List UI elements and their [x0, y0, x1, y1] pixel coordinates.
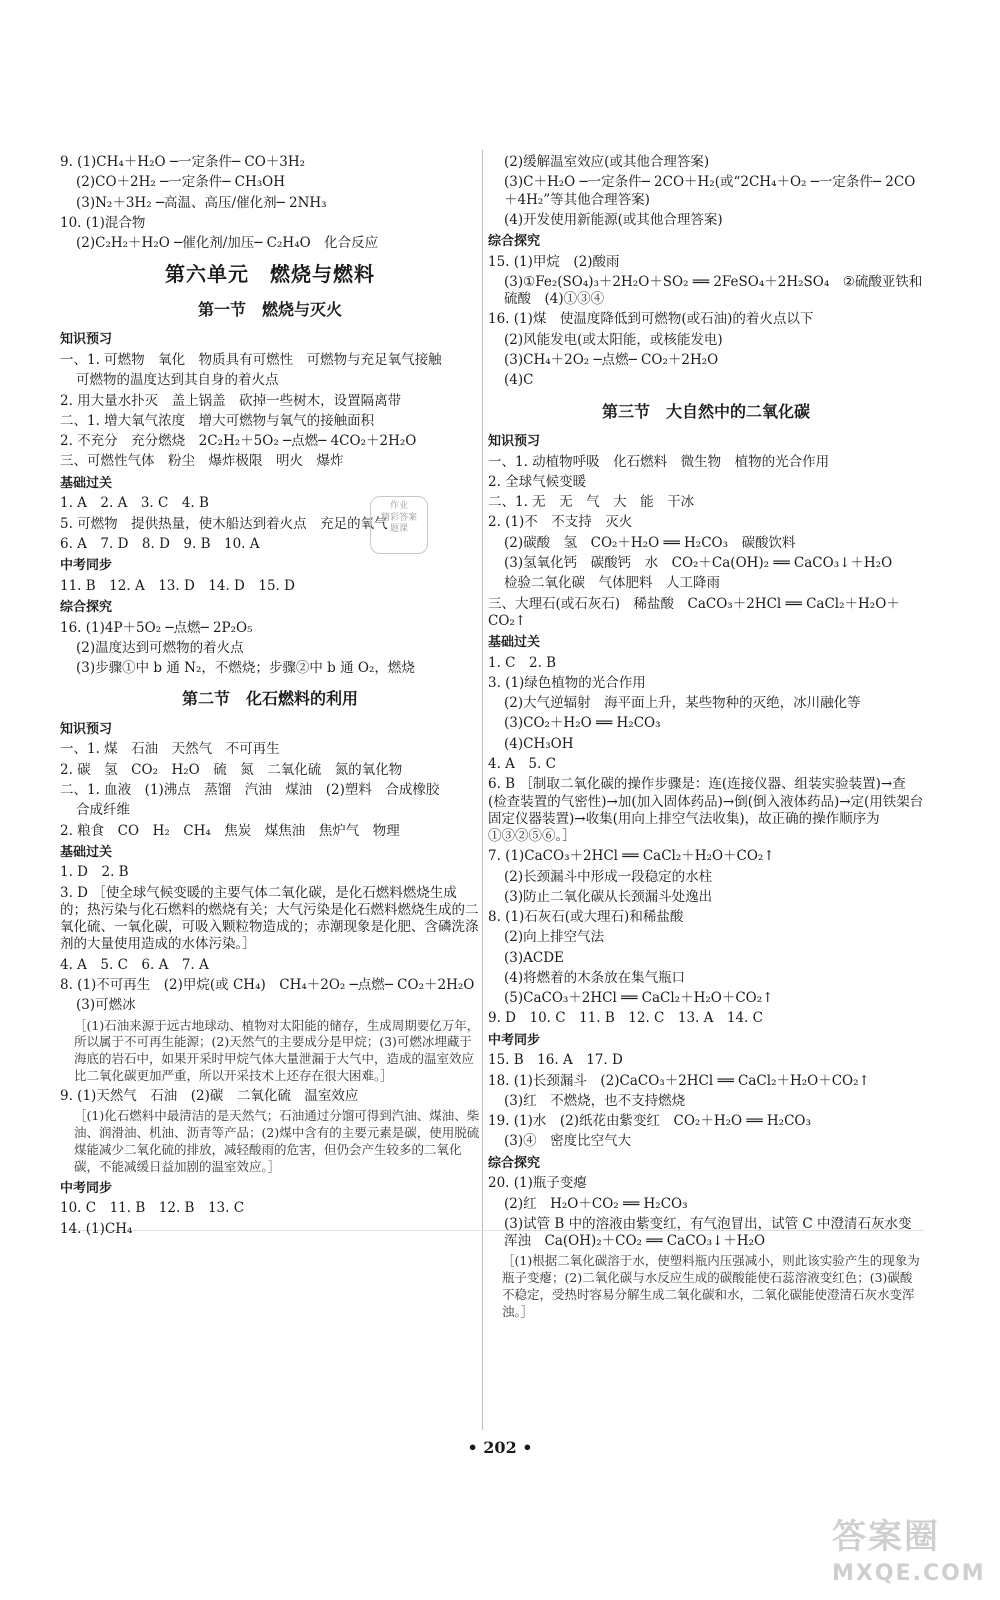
answer-line: 2. 不充分 充分燃烧 2C₂H₂＋5O₂ ─点燃─ 4CO₂＋2H₂O	[60, 433, 417, 450]
answer-line: 7. (1)CaCO₃＋2HCl ══ CaCl₂＋H₂O＋CO₂↑	[488, 848, 775, 865]
answer-line: 三、大理石(或石灰石) 稀盐酸 CaCO₃＋2HCl ══ CaCl₂＋H₂O＋CO₂↑	[488, 595, 900, 629]
answer-line: 19. (1)水 (2)纸花由紫变红 CO₂＋H₂O ══ H₂CO₃	[488, 1113, 811, 1130]
answer-line: (2)长颈漏斗中形成一段稳定的水柱	[504, 868, 713, 885]
answer-line: (3)①Fe₂(SO₄)₃＋2H₂O＋SO₂ ══ 2FeSO₄＋2H₂SO₄ ②硫酸亚铁和硫酸 (4)①③④	[504, 273, 923, 308]
answer-line: 15. (1)甲烷 (2)酸雨	[488, 253, 620, 270]
answer-line: 14. (1)CH₄	[60, 1220, 133, 1237]
section-title: 第三节 大自然中的二氧化碳	[601, 401, 810, 421]
answer-line: (4)开发使用新能源(或其他合理答案)	[504, 211, 723, 228]
answer-line: 8. (1)不可再生 (2)甲烷(或 CH₄) CH₄＋2O₂ ─点燃─ CO₂＋2H₂O	[60, 976, 475, 993]
section-title: 第一节 燃烧与灭火	[197, 299, 342, 319]
answer-line: (3)ACDE	[504, 949, 564, 966]
left-column	[60, 154, 480, 1241]
answer-line: 一、1. 动植物呼吸 化石燃料 微生物 植物的光合作用	[488, 453, 830, 470]
answer-line: 20. (1)瓶子变瘪	[488, 1175, 587, 1192]
answer-line: (2)风能发电(或太阳能，或核能发电)	[504, 331, 723, 348]
section-label: 中考同步	[60, 558, 113, 574]
section-label: 知识预习	[488, 434, 541, 450]
answer-line: 16. (1)煤 使温度降低到可燃物(或石油)的着火点以下	[488, 311, 814, 328]
answer-line: (3)可燃冰	[76, 997, 136, 1014]
answer-line: 1. A 2. A 3. C 4. B	[60, 495, 209, 512]
answer-line: (4)将燃着的木条放在集气瓶口	[504, 969, 686, 986]
explanation-text: ［(1)石油来源于远古地球动、植物对太阳能的储存，生成周期要亿万年，所以属于不可再生能源；(2)天然气的主要成分是甲烷；(3)可燃冰埋藏于海底的岩石中，如果开采时甲烷气体大量泄漏于大气中，造成的温室效应比二氧化碳更加严重，所以开采技术上还存在很大困难。］	[74, 1017, 480, 1084]
section-label: 中考同步	[488, 1032, 541, 1048]
answer-line: 9. (1)天然气 石油 (2)碳 二氧化硫 温室效应	[60, 1088, 359, 1105]
answer-line: (3)C＋H₂O ─一定条件─ 2CO＋H₂(或“2CH₄＋O₂ ─一定条件─ 2CO＋4H₂”等其他合理答案)	[504, 174, 916, 208]
answer-line: 二、1. 血液 (1)沸点 蒸馏 汽油 煤油 (2)塑料 合成橡胶	[60, 781, 440, 798]
answer-line: (3)红 不燃烧，也不支持燃烧	[504, 1092, 686, 1109]
answer-line: 10. (1)混合物	[60, 214, 146, 231]
watermark-sub: MXQE.COM	[832, 1560, 986, 1586]
unit-title: 第六单元 燃烧与燃料	[165, 262, 375, 287]
section-label: 中考同步	[60, 1180, 113, 1196]
answer-line: (2)大气逆辐射 海平面上升，某些物种的灭绝，冰川融化等	[504, 695, 861, 712]
section-label: 知识预习	[60, 721, 113, 737]
answer-line: 1. C 2. B	[488, 654, 557, 671]
answer-line: 9. (1)CH₄＋H₂O ─一定条件─ CO＋3H₂	[60, 154, 306, 170]
answer-line: 16. (1)4P＋5O₂ ─点燃─ 2P₂O₅	[60, 619, 253, 636]
answer-line: 合成纤维	[76, 802, 130, 819]
answer-line: 8. (1)石灰石(或大理石)和稀盐酸	[488, 909, 684, 926]
answer-line: 一、1. 可燃物 氧化 物质具有可燃性 可燃物与充足氧气接触	[60, 352, 442, 369]
answer-line: (3)防止二氧化碳从长颈漏斗处逸出	[504, 888, 713, 905]
answer-line: (2)缓解温室效应(或其他合理答案)	[504, 154, 710, 170]
answer-line: (5)CaCO₃＋2HCl ══ CaCl₂＋H₂O＋CO₂↑	[504, 990, 774, 1007]
answer-line: 4. A 5. C 6. A 7. A	[60, 956, 209, 973]
column-divider	[482, 150, 483, 1430]
answer-line: 三、可燃性气体 粉尘 爆炸极限 明火 爆炸	[60, 453, 344, 470]
answer-line: 2. 用大量水扑灭 盖上锅盖 砍掉一些树木，设置隔离带	[60, 392, 402, 409]
stamp-logo: 作业 精彩答案 题课	[370, 496, 428, 554]
explanation-text: ［(1)化石燃料中最清洁的是天然气；石油通过分馏可得到汽油、煤油、柴油、润滑油、机油、沥青等产品；(2)煤中含有的主要元素是碳，使用脱硫煤能减少二氧化硫的排放，减轻酸雨的危害，但仍会产生较多的二氧化碳，不能减缓日益加剧的温室效应。］	[74, 1108, 480, 1174]
answer-line: 2. (1)不 不支持 灭火	[488, 514, 633, 531]
section-label: 基础过关	[60, 475, 113, 491]
answer-line: 18. (1)长颈漏斗 (2)CaCO₃＋2HCl ══ CaCl₂＋H₂O＋CO₂↑	[488, 1072, 870, 1089]
right-column	[488, 154, 924, 1324]
answer-line: (2)向上排空气法	[504, 929, 605, 946]
answer-line: (3)④ 密度比空气大	[504, 1133, 632, 1150]
answer-line: (3)N₂＋3H₂ ─高温、高压/催化剂─ 2NH₃	[76, 194, 327, 211]
answer-line: 5. 可燃物 提供热量，使木船达到着火点 充足的氧气	[60, 515, 388, 532]
page-number: • 202 •	[467, 1438, 533, 1457]
section-label: 基础过关	[60, 844, 113, 860]
answer-line: 4. A 5. C	[488, 755, 556, 772]
answer-line: 6. B ［制取二氧化碳的操作步骤是：连(连接仪器、组装实验装置)→查(检查装置的气密性)→加(加入固体药品)→倒(倒入液体药品)→定(用铁架台固定仪器装置)→收集(用向上排空气法收集)，故正确的操作顺序为①③②⑤⑥。］	[488, 776, 924, 845]
answer-line: (3)步骤①中 b 通 N₂，不燃烧；步骤②中 b 通 O₂，燃烧	[76, 660, 415, 677]
section-title: 第二节 化石燃料的利用	[181, 689, 358, 709]
watermark-logo	[832, 1516, 986, 1586]
answer-line: 二、1. 无 无 气 大 能 干冰	[488, 494, 695, 511]
answer-line: 二、1. 增大氧气浓度 增大可燃物与氧气的接触面积	[60, 412, 375, 429]
watermark-main: 答案圈	[832, 1517, 940, 1557]
answer-line: 15. B 16. A 17. D	[488, 1052, 623, 1069]
answer-line: 2. 粮食 CO H₂ CH₄ 焦炭 煤焦油 焦炉气 物理	[60, 822, 400, 839]
answer-line: 可燃物的温度达到其自身的着火点	[76, 372, 279, 389]
answer-line: (2)CO＋2H₂ ─一定条件─ CH₃OH	[76, 174, 285, 191]
answer-line: (2)碳酸 氢 CO₂＋H₂O ══ H₂CO₃ 碳酸饮料	[504, 534, 796, 551]
answer-line: 6. A 7. D 8. D 9. B 10. A	[60, 535, 260, 552]
answer-line: 1. D 2. B	[60, 864, 129, 881]
answer-line: 2. 碳 氢 CO₂ H₂O 硫 氮 二氧化硫 氮的氧化物	[60, 761, 403, 778]
section-label: 基础过关	[488, 635, 541, 651]
answer-line: 3. (1)绿色植物的光合作用	[488, 674, 646, 691]
answer-line: (3)CH₄＋2O₂ ─点燃─ CO₂＋2H₂O	[504, 352, 719, 369]
answer-line: 2. 全球气候变暖	[488, 473, 587, 490]
section-label: 综合探究	[488, 234, 541, 250]
section-label: 知识预习	[60, 332, 113, 348]
answer-line: (3)CO₂＋H₂O ══ H₂CO₃	[504, 715, 661, 732]
answer-line: 一、1. 煤 石油 天然气 不可再生	[60, 741, 280, 758]
section-label: 综合探究	[488, 1155, 541, 1171]
answer-line: (2)温度达到可燃物的着火点	[76, 639, 244, 656]
explanation-text: ［(1)根据二氧化碳溶于水，使塑料瓶内压强减小，则此该实验产生的现象为瓶子变瘪；(2)二氧化碳与水反应生成的碳酸能使石蕊溶液变红色；(3)碳酸不稳定，受热时容易分解生成二氧化碳和水，二氧化碳能使澄清石灰水变浑浊。］	[502, 1253, 920, 1319]
answer-line: (3)试管 B 中的溶液由紫变红，有气泡冒出，试管 C 中澄清石灰水变浑浊 Ca(OH)₂＋CO₂ ══ CaCO₃↓＋H₂O	[504, 1215, 912, 1250]
answer-line: (2)红 H₂O＋CO₂ ══ H₂CO₃	[504, 1195, 688, 1212]
answer-line: 10. C 11. B 12. B 13. C	[60, 1200, 245, 1217]
answer-line: (4)CH₃OH	[504, 735, 574, 752]
section-label: 综合探究	[60, 599, 113, 615]
answer-line: 3. D ［使全球气候变暖的主要气体二氧化碳，是化石燃料燃烧生成的；热污染与化石燃料的燃烧有关；大气污染是化石燃料燃烧生成的二氧化硫、一氧化碳，可吸入颗粒物造成的；赤潮现象是化肥、含磷洗涤剂的大量使用造成的水体污染。］	[60, 884, 479, 953]
answer-line: 检验二氧化碳 气体肥料 人工降雨	[504, 575, 720, 592]
answer-line: 11. B 12. A 13. D 14. D 15. D	[60, 577, 295, 594]
answer-line: (4)C	[504, 372, 534, 389]
answer-line: (3)氢氧化钙 碳酸钙 水 CO₂＋Ca(OH)₂ ══ CaCO₃↓＋H₂O	[504, 554, 893, 571]
answer-line: 9. D 10. C 11. B 12. C 13. A 14. C	[488, 1010, 763, 1027]
answer-line: (2)C₂H₂＋H₂O ─催化剂/加压─ C₂H₄O 化合反应	[76, 235, 379, 252]
